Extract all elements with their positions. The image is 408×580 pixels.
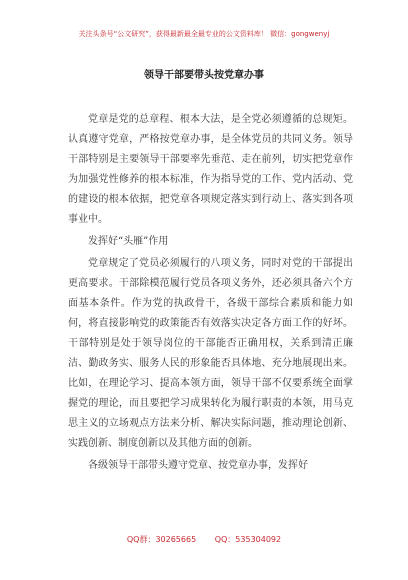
paragraph: 各级领导干部带头遵守党章、按党章办事，发挥好: [88, 460, 308, 471]
paragraph: 党章是党的总章程、根本大法，是全党必须遵循的总规矩。认真遵守党章，严格按党章办事，是全体党员的共同义务。领导干部特别是主要领导干部要率先垂范、走在前列，切实把党章作为加强党性修养的根本标准，作为指导党的工作、党内活动、党的建设的根本依据，把党章各项规定落实到行动上、落实到各项事业中。: [68, 114, 353, 225]
section-heading: 发挥好“头雁”作用: [88, 236, 169, 247]
document-body: [68, 110, 353, 478]
paragraph: 党章规定了党员必须履行的八项义务，同时对党的干部提出更高要求。干部除模范履行党员各项义务外，还必须具备六个方面基本条件。作为党的执政骨干，各级干部综合素质和能力如何，将直接影响党的政策能否有效落实决定各方面工作的好坏。干部特别是处于领导岗位的干部能否正确用权，关系到清正廉洁、勤政务实、服务人民的形象能否具体地、充分地展现出来。比如，在理论学习、提高本领方面，领导干部不仅要系统全面掌握党的理论，而且要把学习成果转化为履行职责的本领，用马克思主义的立场观点方法来分析、解决实际问题，推动理论创新、实践创新、制度创新以及其他方面的创新。: [68, 258, 353, 449]
footer-banner: QQ群：30265665 QQ：535304092: [126, 535, 282, 544]
document-title: 领导干部要带头按党章办事: [144, 70, 264, 81]
header-banner: 关注头条号“公文研究”，获得最新最全最专业的公文资料库！ 微信：gongwenyj: [78, 30, 330, 38]
